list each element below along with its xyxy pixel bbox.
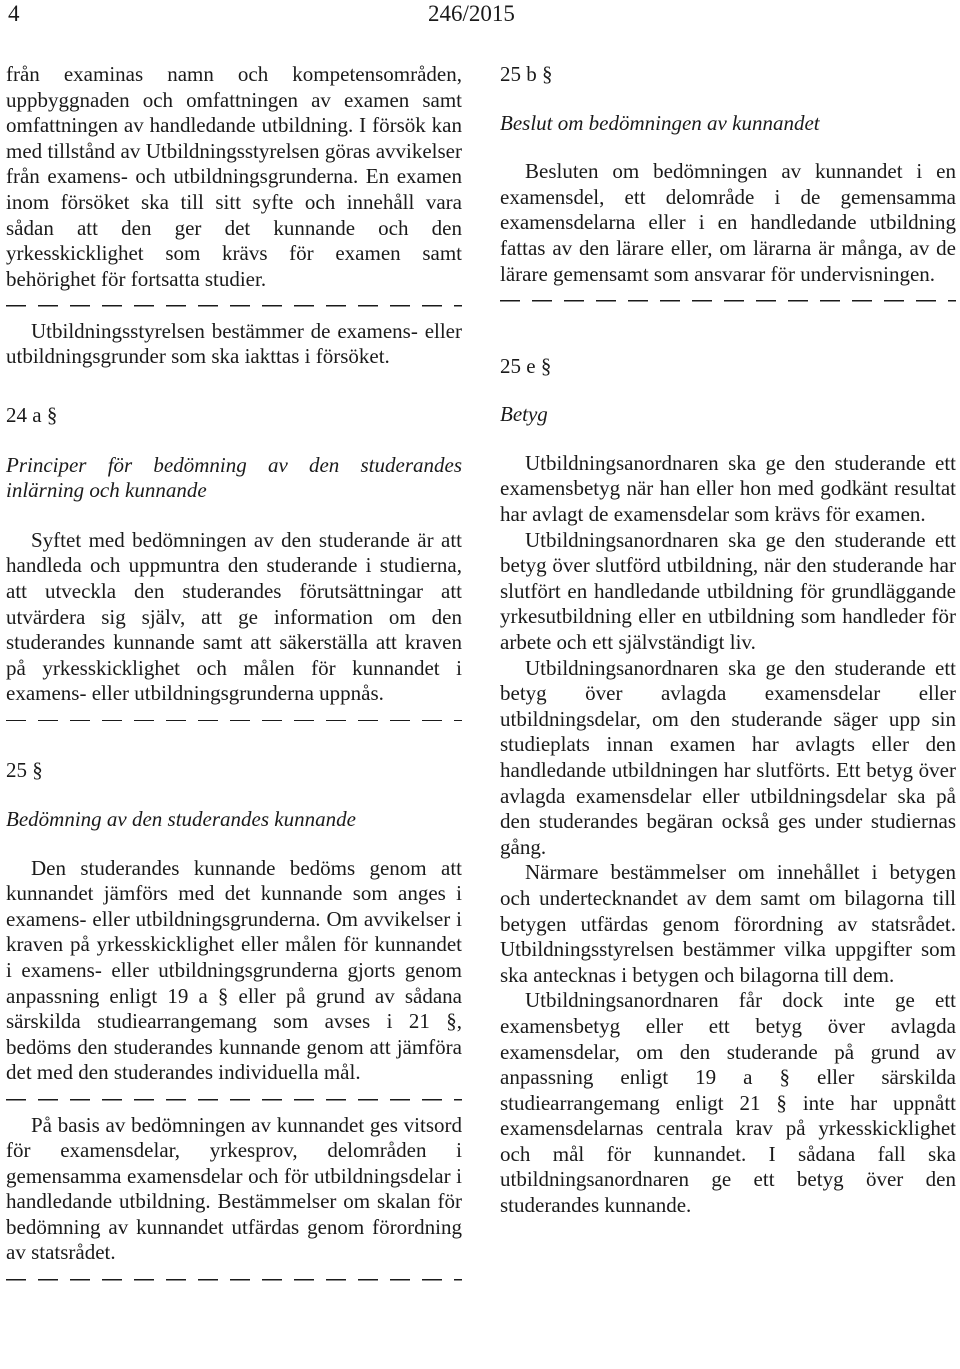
section-25e-paragraph-1: Utbildningsanordnaren ska ge den studerande ett examensbetyg när han eller hon med godkänt resultat har avlagt de examensdelar som krävs för examen. bbox=[500, 450, 956, 527]
section-number-25e: 25 e § bbox=[500, 353, 552, 378]
section-25e-paragraph-2: Utbildningsanordnaren ska ge den studerande ett betyg över slutförd utbildning, när den studerande har slutfört en handledande utbildning för grundläggande yrkesutbildning eller en utbildning som handleder för arbete och ett självständigt liv. bbox=[500, 527, 956, 654]
section-25e-paragraph-3: Utbildningsanordnaren ska ge den studerande ett betyg över avlagda examensdelar eller utbildningsdelar, om den studerande säger upp sin studieplats innan examen har avlagts eller den handledande utbildningen har slutförts. Ett betyg över avlagda examensdelar eller utbildningsdelar ska på den studerandes begäran också ges under studiernas gång. bbox=[500, 655, 956, 859]
section-25e-paragraph-4: Närmare bestämmelser om innehållet i betygen och undertecknandet av dem samt om bilagorna till betygen utfärdas genom förordning av statsrådet. Utbildningsstyrelsen bestämmer vilka uppgifter som ska antecknas i betygen och bilagorna till dem. bbox=[500, 860, 956, 987]
omission-rule bbox=[6, 718, 462, 722]
omission-rule bbox=[6, 1097, 462, 1101]
section-25-text-2: På basis av bedömningen av kunnandet ges vitsord för examensdelar, yrkesprov, delområden i gemensamma examensdelar och för utbildningsdelar i handledande utbildning. Bestämmelser om skalan för bedömning av kunnandet utfärdas genom förordning av statsrådet. bbox=[6, 1112, 462, 1265]
section-number-24a: 24 a § bbox=[6, 403, 58, 428]
continued-paragraph: från examinas namn och kompetensområden, uppbyggnaden och omfattningen av examen samt omfattningen av handledande utbildning. I försök kan med tillstånd av Utbildningsstyrelsen göras avvikelser från examens- och utbildningsgrunderna. En examen inom försöket ska till sitt syfte och innehåll vara sådan att den ger det kunnande och den yrkesskicklighet som krävs för examen samt behörighet för fortsatta studier. bbox=[6, 62, 462, 291]
section-number-25b: 25 b § bbox=[500, 62, 553, 86]
section-25-text: Den studerandes kunnande bedöms genom att kunnandet jämförs med det kunnande som anges i examens- eller utbildningsgrunderna. Om avvikelser i kraven på yrkesskicklighet eller målen för kunnandet i examens- eller utbildningsgrunderna gjorts genom anpassning enligt 19 a § eller på grund av sådana särskilda studiearrangemang som avses i 21 §, bedöms den studerandes kunnande genom att jämföra det med den studerandes individuella mål. bbox=[6, 855, 462, 1085]
right-column bbox=[500, 62, 956, 1219]
omission-rule bbox=[6, 1277, 462, 1281]
section-24a-text: Syftet med bedömningen av den studerande är att handleda och uppmuntra den studerande i studierna, att utveckla den studerandes förutsättningar att utvärdera sig själv, att ge information om den studerandes kunnande samt att säkerställa att kraven på yrkesskicklighet och målen för kunnandet i examens- eller utbildningsgrunderna uppnås. bbox=[6, 527, 462, 706]
page-number: 4 bbox=[8, 1, 20, 26]
section-25b-text: Besluten om bedömningen av kunnandet i en examensdel, ett delområde i de gemensamma examensdelarna eller i en handledande utbildning fattas av den lärare eller, om lärarna är många, av de lärare gemensamt som ansvarar för undervisningen. bbox=[500, 159, 956, 286]
section-title-25b: Beslut om bedömningen av kunnandet bbox=[500, 110, 820, 135]
omission-rule bbox=[500, 298, 956, 302]
section-number-25: 25 § bbox=[6, 758, 43, 783]
section-title-25: Bedömning av den studerandes kunnande bbox=[6, 807, 356, 832]
paragraph: Utbildningsstyrelsen bestämmer de examens- eller utbildningsgrunder som ska iakttas i försöket. bbox=[6, 318, 462, 369]
left-column bbox=[6, 62, 462, 1293]
section-title-25e: Betyg bbox=[500, 402, 548, 427]
document-identifier: 246/2015 bbox=[428, 1, 515, 26]
omission-rule bbox=[6, 303, 462, 307]
section-25e-paragraph-5: Utbildningsanordnaren får dock inte ge ett examensbetyg eller ett betyg över avlagda examensdelar, om den studerande på grund av anpassning enligt 19 a § eller särskilda studiearrangemang enligt 21 § inte har uppnått examensdelarnas centrala krav på yrkesskicklighet och mål för kunnandet. I sådana fall ska utbildningsanordnaren ge ett betyg över den studerandes kunnande. bbox=[500, 988, 956, 1218]
section-title-24a: Principer för bedömning av den studerandes inlärning och kunnande bbox=[6, 452, 462, 503]
